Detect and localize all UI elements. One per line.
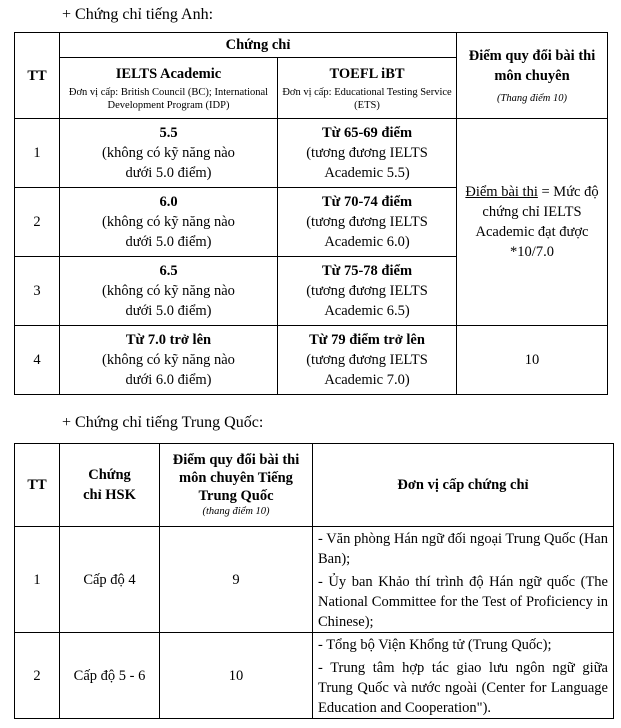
issuer-item: - Ủy ban Khảo thí trình độ Hán ngữ quốc (The National Committee for the Test of Proficiency in Chinese); bbox=[318, 574, 608, 630]
row-tt: 1 bbox=[15, 119, 60, 188]
formula-rest: = Mức độ chứng chỉ IELTS Academic đạt được *10/7.0 bbox=[475, 184, 599, 260]
chinese-heading: + Chứng chỉ tiếng Trung Quốc: bbox=[62, 414, 264, 431]
col-cert-label: Chứng chỉ HSK bbox=[83, 467, 136, 503]
ielts-title: IELTS Academic bbox=[115, 66, 222, 82]
issuer-item: - Văn phòng Hán ngữ đối ngoại Trung Quốc (Han Ban); bbox=[318, 531, 608, 567]
col-score bbox=[160, 444, 313, 527]
toefl-score: Từ 75-78 điểm bbox=[321, 263, 413, 279]
row-tt: 2 bbox=[15, 633, 60, 719]
table-row bbox=[15, 633, 614, 719]
table-row bbox=[15, 527, 614, 633]
ielts-cell bbox=[60, 326, 278, 395]
formula-underlined: Điểm bài thi bbox=[465, 184, 538, 200]
issuer-cell bbox=[313, 633, 614, 719]
table-row bbox=[15, 119, 608, 188]
ielts-issuer: Đơn vị cấp: British Council (BC); International Development Program (IDP) bbox=[68, 87, 269, 111]
english-cert-table bbox=[14, 32, 608, 395]
hsk-level: Cấp độ 4 bbox=[60, 527, 160, 633]
ielts-note: (không có kỹ năng nào dưới 5.0 điểm) bbox=[102, 283, 235, 319]
toefl-score: Từ 79 điểm trở lên bbox=[309, 332, 425, 348]
col-score-scale: (thang điểm 10) bbox=[202, 506, 270, 517]
col-tt: TT bbox=[15, 444, 60, 527]
hsk-level: Cấp độ 5 - 6 bbox=[60, 633, 160, 719]
col-score-scale: (Thang điểm 10) bbox=[497, 92, 567, 104]
toefl-note: (tương đương IELTS Academic 5.5) bbox=[306, 145, 428, 181]
ielts-cell bbox=[60, 119, 278, 188]
ielts-cell bbox=[60, 257, 278, 326]
col-cert: Chứng chỉ bbox=[60, 33, 457, 58]
toefl-score: Từ 65-69 điểm bbox=[321, 125, 413, 141]
toefl-issuer: Đơn vị cấp: Educational Testing Service (ETS) bbox=[282, 87, 452, 111]
hsk-score: 9 bbox=[160, 527, 313, 633]
ielts-score: 5.5 bbox=[159, 125, 178, 141]
row-tt: 4 bbox=[15, 326, 60, 395]
col-score bbox=[457, 33, 608, 119]
ielts-note: (không có kỹ năng nào dưới 5.0 điểm) bbox=[102, 145, 235, 181]
english-heading: + Chứng chỉ tiếng Anh: bbox=[62, 6, 214, 23]
ielts-note: (không có kỹ năng nào dưới 5.0 điểm) bbox=[102, 214, 235, 250]
toefl-cell bbox=[278, 188, 457, 257]
col-cert bbox=[60, 444, 160, 527]
row4-score: 10 bbox=[457, 326, 608, 395]
ielts-score: 6.0 bbox=[159, 194, 178, 210]
col-tt: TT bbox=[15, 33, 60, 119]
toefl-note: (tương đương IELTS Academic 6.5) bbox=[306, 283, 428, 319]
issuer-cell bbox=[313, 527, 614, 633]
toefl-title: TOEFL iBT bbox=[329, 66, 405, 82]
toefl-cell bbox=[278, 119, 457, 188]
issuer-item: - Tổng bộ Viện Khổng tử (Trung Quốc); bbox=[318, 637, 552, 653]
ielts-score: 6.5 bbox=[159, 263, 178, 279]
col-score-label: Điểm quy đổi bài thi môn chuyên bbox=[468, 47, 596, 84]
hsk-score: 10 bbox=[160, 633, 313, 719]
col-issuer: Đơn vị cấp chứng chỉ bbox=[313, 444, 614, 527]
toefl-score: Từ 70-74 điểm bbox=[321, 194, 413, 210]
issuer-item: - Trung tâm hợp tác giao lưu ngôn ngữ giữa Trung Quốc và nước ngoài (Center for Language Education and Cooperation"). bbox=[318, 660, 608, 716]
formula-cell bbox=[457, 119, 608, 326]
ielts-cell bbox=[60, 188, 278, 257]
col-score-label: Điểm quy đổi bài thi môn chuyên Tiếng Trung Quốc bbox=[172, 452, 300, 504]
row-tt: 3 bbox=[15, 257, 60, 326]
row-tt: 2 bbox=[15, 188, 60, 257]
ielts-header bbox=[60, 58, 278, 119]
toefl-note: (tương đương IELTS Academic 6.0) bbox=[306, 214, 428, 250]
ielts-score: Từ 7.0 trở lên bbox=[125, 332, 212, 348]
table-row bbox=[15, 326, 608, 395]
row-tt: 1 bbox=[15, 527, 60, 633]
toefl-header bbox=[278, 58, 457, 119]
toefl-note: (tương đương IELTS Academic 7.0) bbox=[306, 352, 428, 388]
toefl-cell bbox=[278, 326, 457, 395]
ielts-note: (không có kỹ năng nào dưới 6.0 điểm) bbox=[102, 352, 235, 388]
chinese-cert-table bbox=[14, 443, 614, 719]
toefl-cell bbox=[278, 257, 457, 326]
